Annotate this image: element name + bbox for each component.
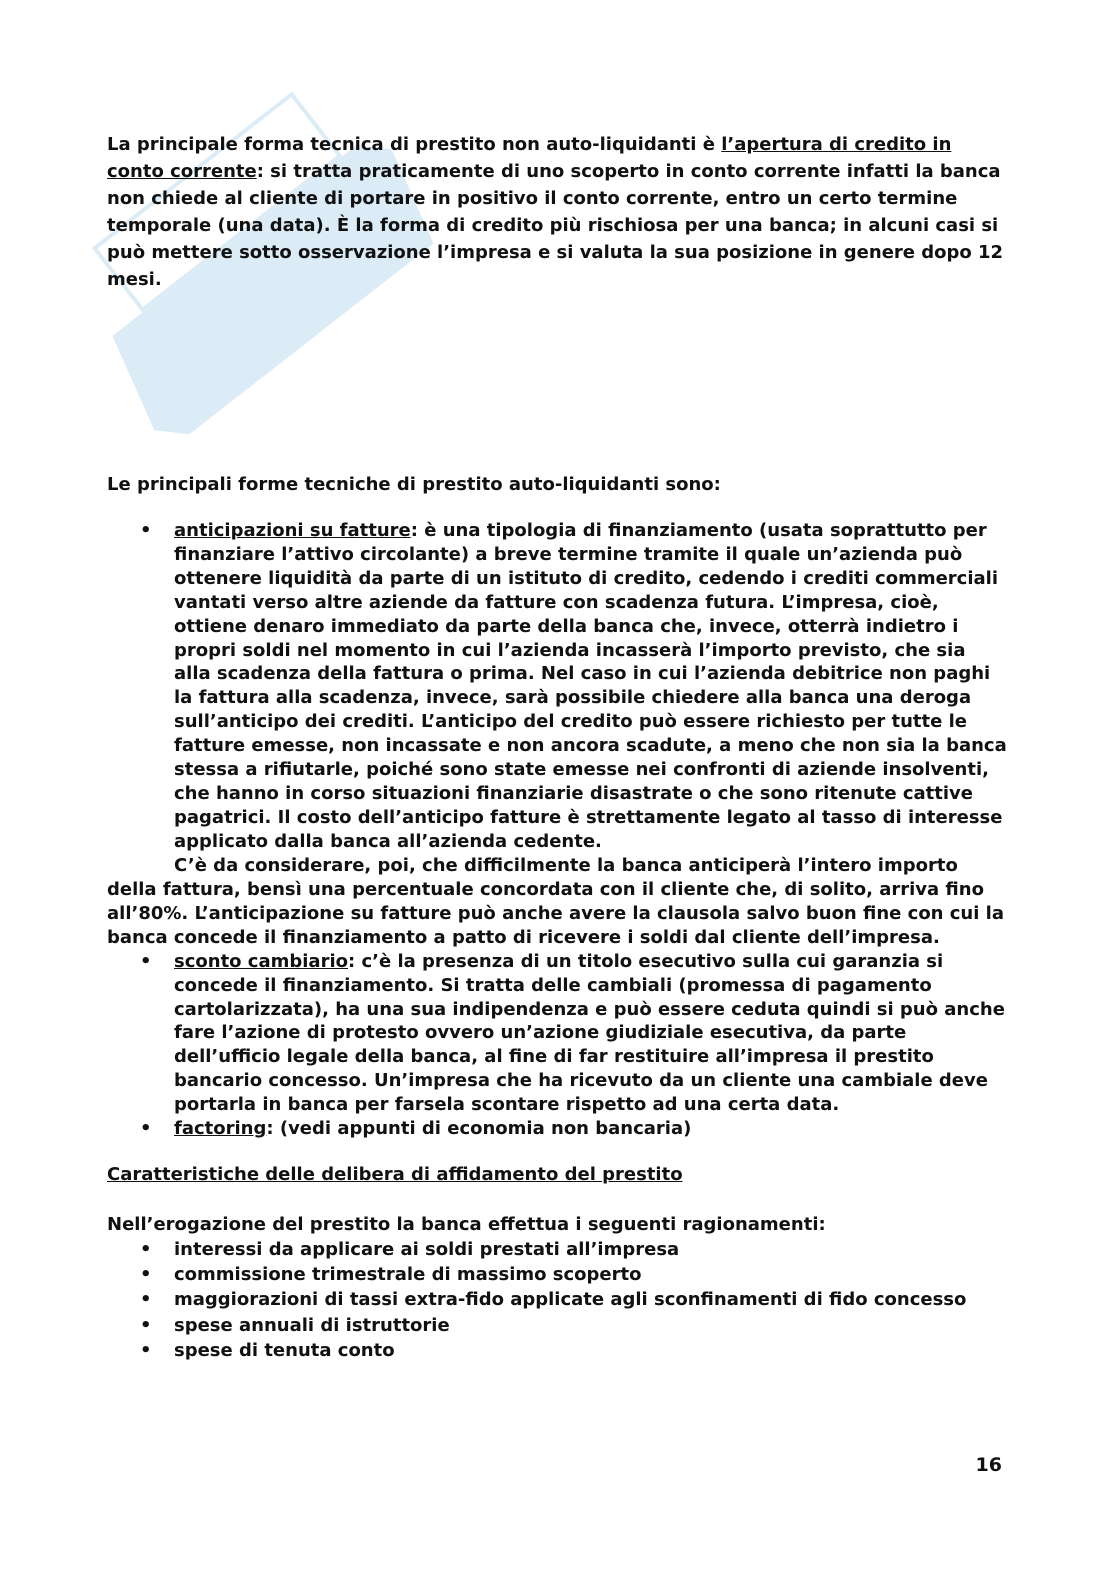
list-item-text: : è una tipologia di finanziamento (usata soprattutto per finanziare l’attivo circolante) a breve termine tramite il quale un’azienda può ottenere liquidità da parte di un istituto di credito, cedendo i crediti commerciali vantati verso altre aziende da fatture con scadenza futura. L’impresa, cioè, ottiene denaro immediato da parte della banca che, invece, otterrà indietro i propri soldi nel momento in cui l’azienda incasserà l’importo previsto, che sia alla scadenza della fattura o prima. Nel caso in cui l’azienda debitrice non paghi la fattura alla scadenza, invece, sarà possibile chiedere alla banca una deroga sull’anticipo dei crediti. L’anticipo del credito può essere richiesto per tutte le fatture emesse, non incassate e non ancora scadute, a meno che non sia la banca stessa a rifiutarle, poiché sono state emesse nei confronti di aziende insolventi, che hanno in corso situazioni finanziarie disastrate o che sono ritenute cattive pagatrici. Il costo dell’anticipo fatture è strettamente legato al tasso di interesse applicato dalla banca all’azienda cedente.	[174, 520, 1007, 852]
section-heading: Caratteristiche delle delibera di affidamento del prestito	[107, 1164, 683, 1185]
list-item-text: : c’è la presenza di un titolo esecutivo sulla cui garanzia si concede il finanziamento. Si tratta delle cambiali (promessa di pagamento cartolarizzata), ha una sua indipendenza e può essere ceduta quindi si può anche fare l’azione di protesto ovvero un’azione giudiziale esecutiva, da parte dell’ufficio legale della banca, al fine di far restituire all’impresa il prestito bancario concesso. Un’impresa che ha ricevuto da un cliente una cambiale deve portarla in banca per farsela scontare rispetto ad una certa data.	[174, 950, 1005, 1116]
reasoning-intro: Nell’erogazione del prestito la banca effettua i seguenti ragionamenti:	[107, 1214, 826, 1235]
intro-text-after: : si tratta praticamente di uno scoperto in conto corrente infatti la banca non chiede al cliente di portare in positivo il conto corrente, entro un certo termine temporale (una data). È la forma di credito più rischiosa per una banca; in alcuni casi si può mettere sotto osservazione l’impresa e si valuta la sua posizione in genere dopo 12 mesi.	[107, 161, 1004, 290]
list-item-anticipazioni	[107, 519, 1007, 950]
list-item-sconto-cambiario	[107, 950, 1007, 1117]
auto-liquidanti-intro: Le principali forme tecniche di prestito auto-liquidanti sono:	[107, 474, 721, 495]
list-item: • spese di tenuta conto	[107, 1338, 1007, 1363]
list-item: • spese annuali di istruttorie	[107, 1313, 1007, 1338]
list-item: • interessi da applicare ai soldi prestati all’impresa	[107, 1237, 1007, 1262]
interlude-paragraph	[107, 854, 1007, 950]
auto-liquidanti-list	[107, 519, 1007, 1141]
list-item: • commissione trimestrale di massimo scoperto	[107, 1262, 1007, 1287]
intro-text-before: La principale forma tecnica di prestito non auto-liquidanti è	[107, 134, 722, 155]
list-item-text: : (vedi appunti di economia non bancaria)	[266, 1118, 692, 1140]
intro-paragraph	[107, 131, 1007, 293]
list-item-term: anticipazioni su fatture	[174, 520, 411, 541]
interlude-text: C’è da considerare, poi, che difficilmente la banca anticiperà l’intero importo della fattura, bensì una percentuale concordata con il cliente che, di solito, arriva fino all’80%. L’anticipazione su fatture può anche avere la clausola salvo buon fine con cui la banca concede il finanziamento a patto di ricevere i soldi dal cliente dell’impresa.	[107, 854, 1005, 948]
list-item-factoring	[107, 1117, 1007, 1141]
list-item: • maggiorazioni di tassi extra-fido applicate agli sconfinamenti di fido concesso	[107, 1287, 1007, 1312]
page-number: 16	[975, 1454, 1002, 1476]
list-item-term: factoring	[174, 1118, 267, 1140]
list-item-term: sconto cambiario	[174, 950, 348, 972]
intro-underlined-term: l’apertura di credito in conto corrente	[107, 134, 952, 182]
reasoning-list	[107, 1237, 1007, 1363]
